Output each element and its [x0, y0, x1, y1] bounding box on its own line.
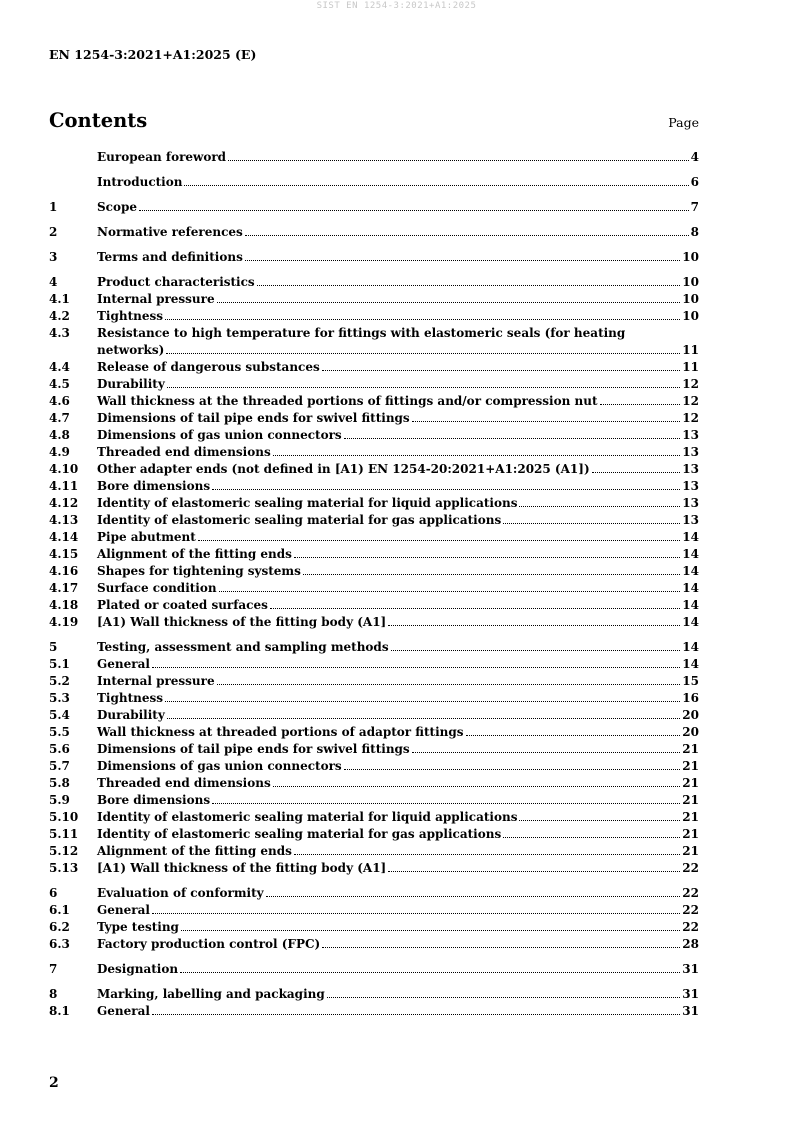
toc-entry-number: 8.1: [49, 1004, 70, 1018]
toc-entry[interactable]: [49, 198, 699, 215]
toc-entry-page: 11: [682, 343, 699, 357]
toc-entry-title: Pipe abutment: [97, 530, 196, 544]
toc-entry-title: Durability: [97, 708, 165, 722]
toc-entry-title: General: [97, 903, 150, 917]
toc-entry-title: Durability: [97, 377, 165, 391]
toc-entry-title: Bore dimensions: [97, 793, 211, 807]
toc-entry-title: Threaded end dimensions: [97, 445, 271, 459]
toc-entry-number: 4.13: [49, 513, 79, 527]
toc-entry-number: 4.18: [49, 598, 79, 612]
toc-entry-page: 14: [682, 530, 699, 544]
dot-leader: [466, 735, 681, 736]
toc-entry-number: 5.7: [49, 759, 70, 773]
page-title: Contents: [49, 109, 148, 132]
toc-entry-number: 5.1: [49, 657, 70, 671]
toc-entry-page: 12: [682, 411, 699, 425]
toc-entry[interactable]: [49, 935, 699, 952]
toc-entry-number: 6.2: [49, 920, 70, 934]
dot-leader: [344, 769, 681, 770]
toc-entry[interactable]: [49, 901, 699, 918]
toc-entry[interactable]: [49, 494, 699, 511]
toc-entry-page: 6: [690, 175, 699, 189]
dot-leader: [167, 387, 680, 388]
dot-leader: [212, 803, 680, 804]
toc-entry-title: Introduction: [97, 175, 183, 189]
dot-leader: [167, 718, 680, 719]
toc-entry[interactable]: [49, 740, 699, 757]
dot-leader: [519, 820, 680, 821]
toc-entry[interactable]: [49, 638, 699, 655]
toc-entry[interactable]: [49, 173, 699, 190]
toc-entry-number: 7: [49, 962, 58, 976]
toc-entry[interactable]: [49, 689, 699, 706]
toc-entry-title: [A1) Wall thickness of the fitting body (A1]: [97, 615, 387, 629]
toc-entry-title: Other adapter ends (not defined in [A1) EN 1254-20:2021+A1:2025 (A1]): [97, 462, 590, 476]
toc-entry[interactable]: [49, 672, 699, 689]
toc-entry-title: Scope: [97, 200, 138, 214]
toc-entry-page: 11: [682, 360, 699, 374]
dot-leader: [166, 353, 680, 354]
toc-entry-title: Dimensions of tail pipe ends for swivel fittings: [97, 411, 410, 425]
toc-entry[interactable]: [49, 148, 699, 165]
toc-entry[interactable]: [49, 723, 699, 740]
dot-leader: [322, 947, 680, 948]
toc-entry-title: General: [97, 657, 150, 671]
toc-entry-number: 4: [49, 275, 58, 289]
dot-leader: [303, 574, 680, 575]
toc-entry-page: 16: [682, 691, 699, 705]
toc-entry-page: 21: [682, 810, 699, 824]
toc-entry-number: 5.2: [49, 674, 70, 688]
dot-leader: [592, 472, 681, 473]
toc-entry[interactable]: [49, 596, 699, 613]
toc-entry-number: 5.8: [49, 776, 70, 790]
toc-entry-title: Tightness: [97, 691, 164, 705]
toc-entry-page: 14: [682, 581, 699, 595]
toc-entry-page: 14: [682, 598, 699, 612]
toc-entry-number: 5: [49, 640, 58, 654]
toc-entry-page: 14: [682, 640, 699, 654]
toc-entry-number: 5.5: [49, 725, 70, 739]
toc-entry-page: 13: [682, 445, 699, 459]
toc-entry-number: 4.10: [49, 462, 79, 476]
toc-entry-title: Dimensions of gas union connectors: [97, 759, 342, 773]
toc-entry-title: Marking, labelling and packaging: [97, 987, 325, 1001]
toc-entry-page: 10: [682, 292, 699, 306]
toc-entry-number: 4.9: [49, 445, 70, 459]
toc-entry[interactable]: [49, 808, 699, 825]
toc-entry-page: 4: [690, 150, 699, 164]
toc-entry[interactable]: [49, 528, 699, 545]
toc-entry-title: Identity of elastomeric sealing material for liquid applications: [97, 496, 518, 510]
toc-entry[interactable]: [49, 884, 699, 901]
toc-entry-title: [A1) Wall thickness of the fitting body (A1]: [97, 861, 387, 875]
toc-entry-page: 10: [682, 275, 699, 289]
dot-leader: [212, 489, 680, 490]
toc-entry-page: 13: [682, 428, 699, 442]
dot-leader: [181, 930, 680, 931]
toc-entry-title: Identity of elastomeric sealing material for liquid applications: [97, 810, 518, 824]
toc-entry-number: 6.3: [49, 937, 70, 951]
toc-entry-title: Testing, assessment and sampling methods: [97, 640, 389, 654]
toc-entry-title: Identity of elastomeric sealing material for gas applications: [97, 513, 502, 527]
toc-entry-title-continued: networks): [97, 343, 165, 357]
toc-entry-title: Type testing: [97, 920, 179, 934]
dot-leader: [294, 854, 680, 855]
toc-entry-number: 4.8: [49, 428, 70, 442]
toc-entry-page: 12: [682, 377, 699, 391]
dot-leader: [327, 997, 681, 998]
toc-entry-page: 14: [682, 657, 699, 671]
dot-leader: [152, 667, 680, 668]
watermark: SIST EN 1254-3:2021+A1:2025: [316, 1, 477, 11]
toc-entry[interactable]: [49, 392, 699, 409]
dot-leader: [391, 650, 681, 651]
toc-entry-number: 4.2: [49, 309, 70, 323]
toc-entry[interactable]: [49, 273, 699, 290]
toc-entry[interactable]: [49, 358, 699, 375]
toc-entry-number: 8: [49, 987, 58, 1001]
toc-entry-title: Factory production control (FPC): [97, 937, 321, 951]
toc-entry-title: Normative references: [97, 225, 243, 239]
toc-entry-number: 4.11: [49, 479, 79, 493]
toc-entry-title: Designation: [97, 962, 179, 976]
dot-leader: [600, 404, 681, 405]
dot-leader: [388, 625, 680, 626]
dot-leader: [152, 913, 680, 914]
dot-leader: [273, 786, 681, 787]
toc-entry-page: 14: [682, 615, 699, 629]
toc-entry[interactable]: [49, 409, 699, 426]
toc-entry-number: 4.4: [49, 360, 70, 374]
toc-entry-page: 31: [682, 962, 699, 976]
toc-entry[interactable]: [49, 248, 699, 265]
dot-leader: [198, 540, 680, 541]
toc-entry-title: Dimensions of tail pipe ends for swivel fittings: [97, 742, 410, 756]
toc-entry-number: 1: [49, 200, 58, 214]
document-id: EN 1254-3:2021+A1:2025 (E): [49, 47, 257, 62]
dot-leader: [270, 608, 680, 609]
toc-entry-number: 4.16: [49, 564, 79, 578]
toc-entry-title: Wall thickness at the threaded portions of fittings and/or compression nut: [97, 394, 598, 408]
dot-leader: [245, 260, 680, 261]
dot-leader: [165, 319, 680, 320]
toc-entry-page: 14: [682, 547, 699, 561]
dot-leader: [257, 285, 681, 286]
toc-entry-page: 13: [682, 496, 699, 510]
toc-entry-page: 15: [682, 674, 699, 688]
toc-entry-number: 4.14: [49, 530, 79, 544]
toc-entry[interactable]: [49, 579, 699, 596]
toc-entry-title: Threaded end dimensions: [97, 776, 271, 790]
toc-entry[interactable]: [49, 477, 699, 494]
toc-entry[interactable]: [49, 562, 699, 579]
toc-entry-number: 4.1: [49, 292, 70, 306]
toc-entry[interactable]: [49, 960, 699, 977]
toc-entry-page: 13: [682, 462, 699, 476]
dot-leader: [388, 871, 680, 872]
toc-entry-title: Resistance to high temperature for fittings with elastomeric seals (for heating: [97, 326, 626, 340]
toc-entry-number: 5.4: [49, 708, 70, 722]
toc-entry[interactable]: [49, 290, 699, 307]
page-number: 2: [49, 1075, 59, 1091]
toc-entry-title: Release of dangerous substances: [97, 360, 320, 374]
toc-entry-number: 5.3: [49, 691, 70, 705]
toc-entry-page: 22: [682, 861, 699, 875]
toc-entry[interactable]: [49, 985, 699, 1002]
toc-entry-page: 10: [682, 309, 699, 323]
toc-entry[interactable]: [49, 757, 699, 774]
toc-entry-number: 4.19: [49, 615, 79, 629]
toc-entry[interactable]: [49, 307, 699, 324]
dot-leader: [217, 302, 681, 303]
toc-entry-page: 31: [682, 1004, 699, 1018]
toc-entry[interactable]: [49, 545, 699, 562]
toc-entry-number: 3: [49, 250, 58, 264]
toc-entry-title: Surface condition: [97, 581, 217, 595]
toc-entry-title: Plated or coated surfaces: [97, 598, 268, 612]
toc-entry[interactable]: [49, 375, 699, 392]
toc-entry-title: European foreword: [97, 150, 227, 164]
toc-entry-title: Terms and definitions: [97, 250, 243, 264]
dot-leader: [152, 1014, 680, 1015]
toc-entry-title: Alignment of the fitting ends: [97, 547, 292, 561]
toc-entry-number: 5.9: [49, 793, 70, 807]
toc-entry-page: 20: [682, 725, 699, 739]
toc-entry-number: 5.6: [49, 742, 70, 756]
toc-entry-number: 4.7: [49, 411, 70, 425]
toc-entry[interactable]: [49, 825, 699, 842]
toc-entry-page: 12: [682, 394, 699, 408]
dot-leader: [412, 421, 681, 422]
toc-entry-title: Dimensions of gas union connectors: [97, 428, 342, 442]
toc-entry-page: 21: [682, 742, 699, 756]
toc-entry[interactable]: [49, 426, 699, 443]
toc-entry-page: 8: [690, 225, 699, 239]
toc-entry-number: 5.12: [49, 844, 79, 858]
dot-leader: [139, 210, 689, 211]
toc-entry-title: Shapes for tightening systems: [97, 564, 301, 578]
toc-entry-title: Evaluation of conformity: [97, 886, 264, 900]
toc-entry-continuation[interactable]: [49, 341, 699, 358]
toc-entry-title: Identity of elastomeric sealing material for gas applications: [97, 827, 502, 841]
toc-entry[interactable]: [49, 511, 699, 528]
toc-entry-page: 21: [682, 827, 699, 841]
toc-entry-page: 13: [682, 479, 699, 493]
dot-leader: [219, 591, 681, 592]
toc-entry-number: 4.15: [49, 547, 79, 561]
toc-entry[interactable]: [49, 859, 699, 876]
toc-entry-number: 6.1: [49, 903, 70, 917]
toc-entry[interactable]: [49, 613, 699, 630]
toc-entry-page: 13: [682, 513, 699, 527]
dot-leader: [273, 455, 681, 456]
table-of-contents: [49, 148, 699, 1019]
dot-leader: [245, 235, 689, 236]
toc-entry-page: 21: [682, 793, 699, 807]
toc-entry-title: General: [97, 1004, 150, 1018]
toc-entry-page: 7: [690, 200, 699, 214]
dot-leader: [294, 557, 680, 558]
dot-leader: [184, 185, 688, 186]
dot-leader: [165, 701, 680, 702]
toc-entry-number: 5.13: [49, 861, 79, 875]
toc-entry-title: Product characteristics: [97, 275, 255, 289]
toc-entry[interactable]: [49, 223, 699, 240]
dot-leader: [503, 523, 680, 524]
toc-entry[interactable]: [49, 774, 699, 791]
toc-entry[interactable]: [49, 791, 699, 808]
toc-entry-title: Wall thickness at threaded portions of adaptor fittings: [97, 725, 464, 739]
dot-leader: [344, 438, 681, 439]
toc-entry[interactable]: [49, 443, 699, 460]
toc-entry[interactable]: [49, 706, 699, 723]
dot-leader: [217, 684, 681, 685]
toc-entry-page: 22: [682, 920, 699, 934]
dot-leader: [519, 506, 680, 507]
toc-entry-number: 4.5: [49, 377, 70, 391]
toc-entry-number: 6: [49, 886, 58, 900]
toc-entry-page: 21: [682, 776, 699, 790]
toc-entry-page: 10: [682, 250, 699, 264]
toc-entry-title: Bore dimensions: [97, 479, 211, 493]
dot-leader: [503, 837, 680, 838]
toc-entry-number: 5.11: [49, 827, 79, 841]
toc-entry-title: Tightness: [97, 309, 164, 323]
toc-entry-title: Internal pressure: [97, 292, 215, 306]
toc-entry-number: 5.10: [49, 810, 79, 824]
toc-entry-page: 20: [682, 708, 699, 722]
toc-entry-number: 4.12: [49, 496, 79, 510]
toc-entry-page: 22: [682, 886, 699, 900]
toc-entry-page: 22: [682, 903, 699, 917]
toc-entry-number: 4.17: [49, 581, 79, 595]
toc-entry-title: Internal pressure: [97, 674, 215, 688]
dot-leader: [228, 160, 689, 161]
toc-entry[interactable]: [49, 324, 699, 341]
toc-entry[interactable]: [49, 655, 699, 672]
toc-entry-page: 14: [682, 564, 699, 578]
dot-leader: [180, 972, 680, 973]
toc-entry-page: 21: [682, 759, 699, 773]
toc-entry[interactable]: [49, 460, 699, 477]
toc-entry-page: 28: [682, 937, 699, 951]
dot-leader: [322, 370, 681, 371]
toc-entry-number: 2: [49, 225, 58, 239]
toc-entry-number: 4.6: [49, 394, 70, 408]
toc-entry-page: 31: [682, 987, 699, 1001]
toc-entry-page: 21: [682, 844, 699, 858]
dot-leader: [266, 896, 681, 897]
toc-entry-number: 4.3: [49, 326, 70, 340]
dot-leader: [412, 752, 681, 753]
toc-entry[interactable]: [49, 918, 699, 935]
toc-entry[interactable]: [49, 842, 699, 859]
toc-entry[interactable]: [49, 1002, 699, 1019]
page-column-label: Page: [668, 115, 699, 130]
toc-entry-title: Alignment of the fitting ends: [97, 844, 292, 858]
